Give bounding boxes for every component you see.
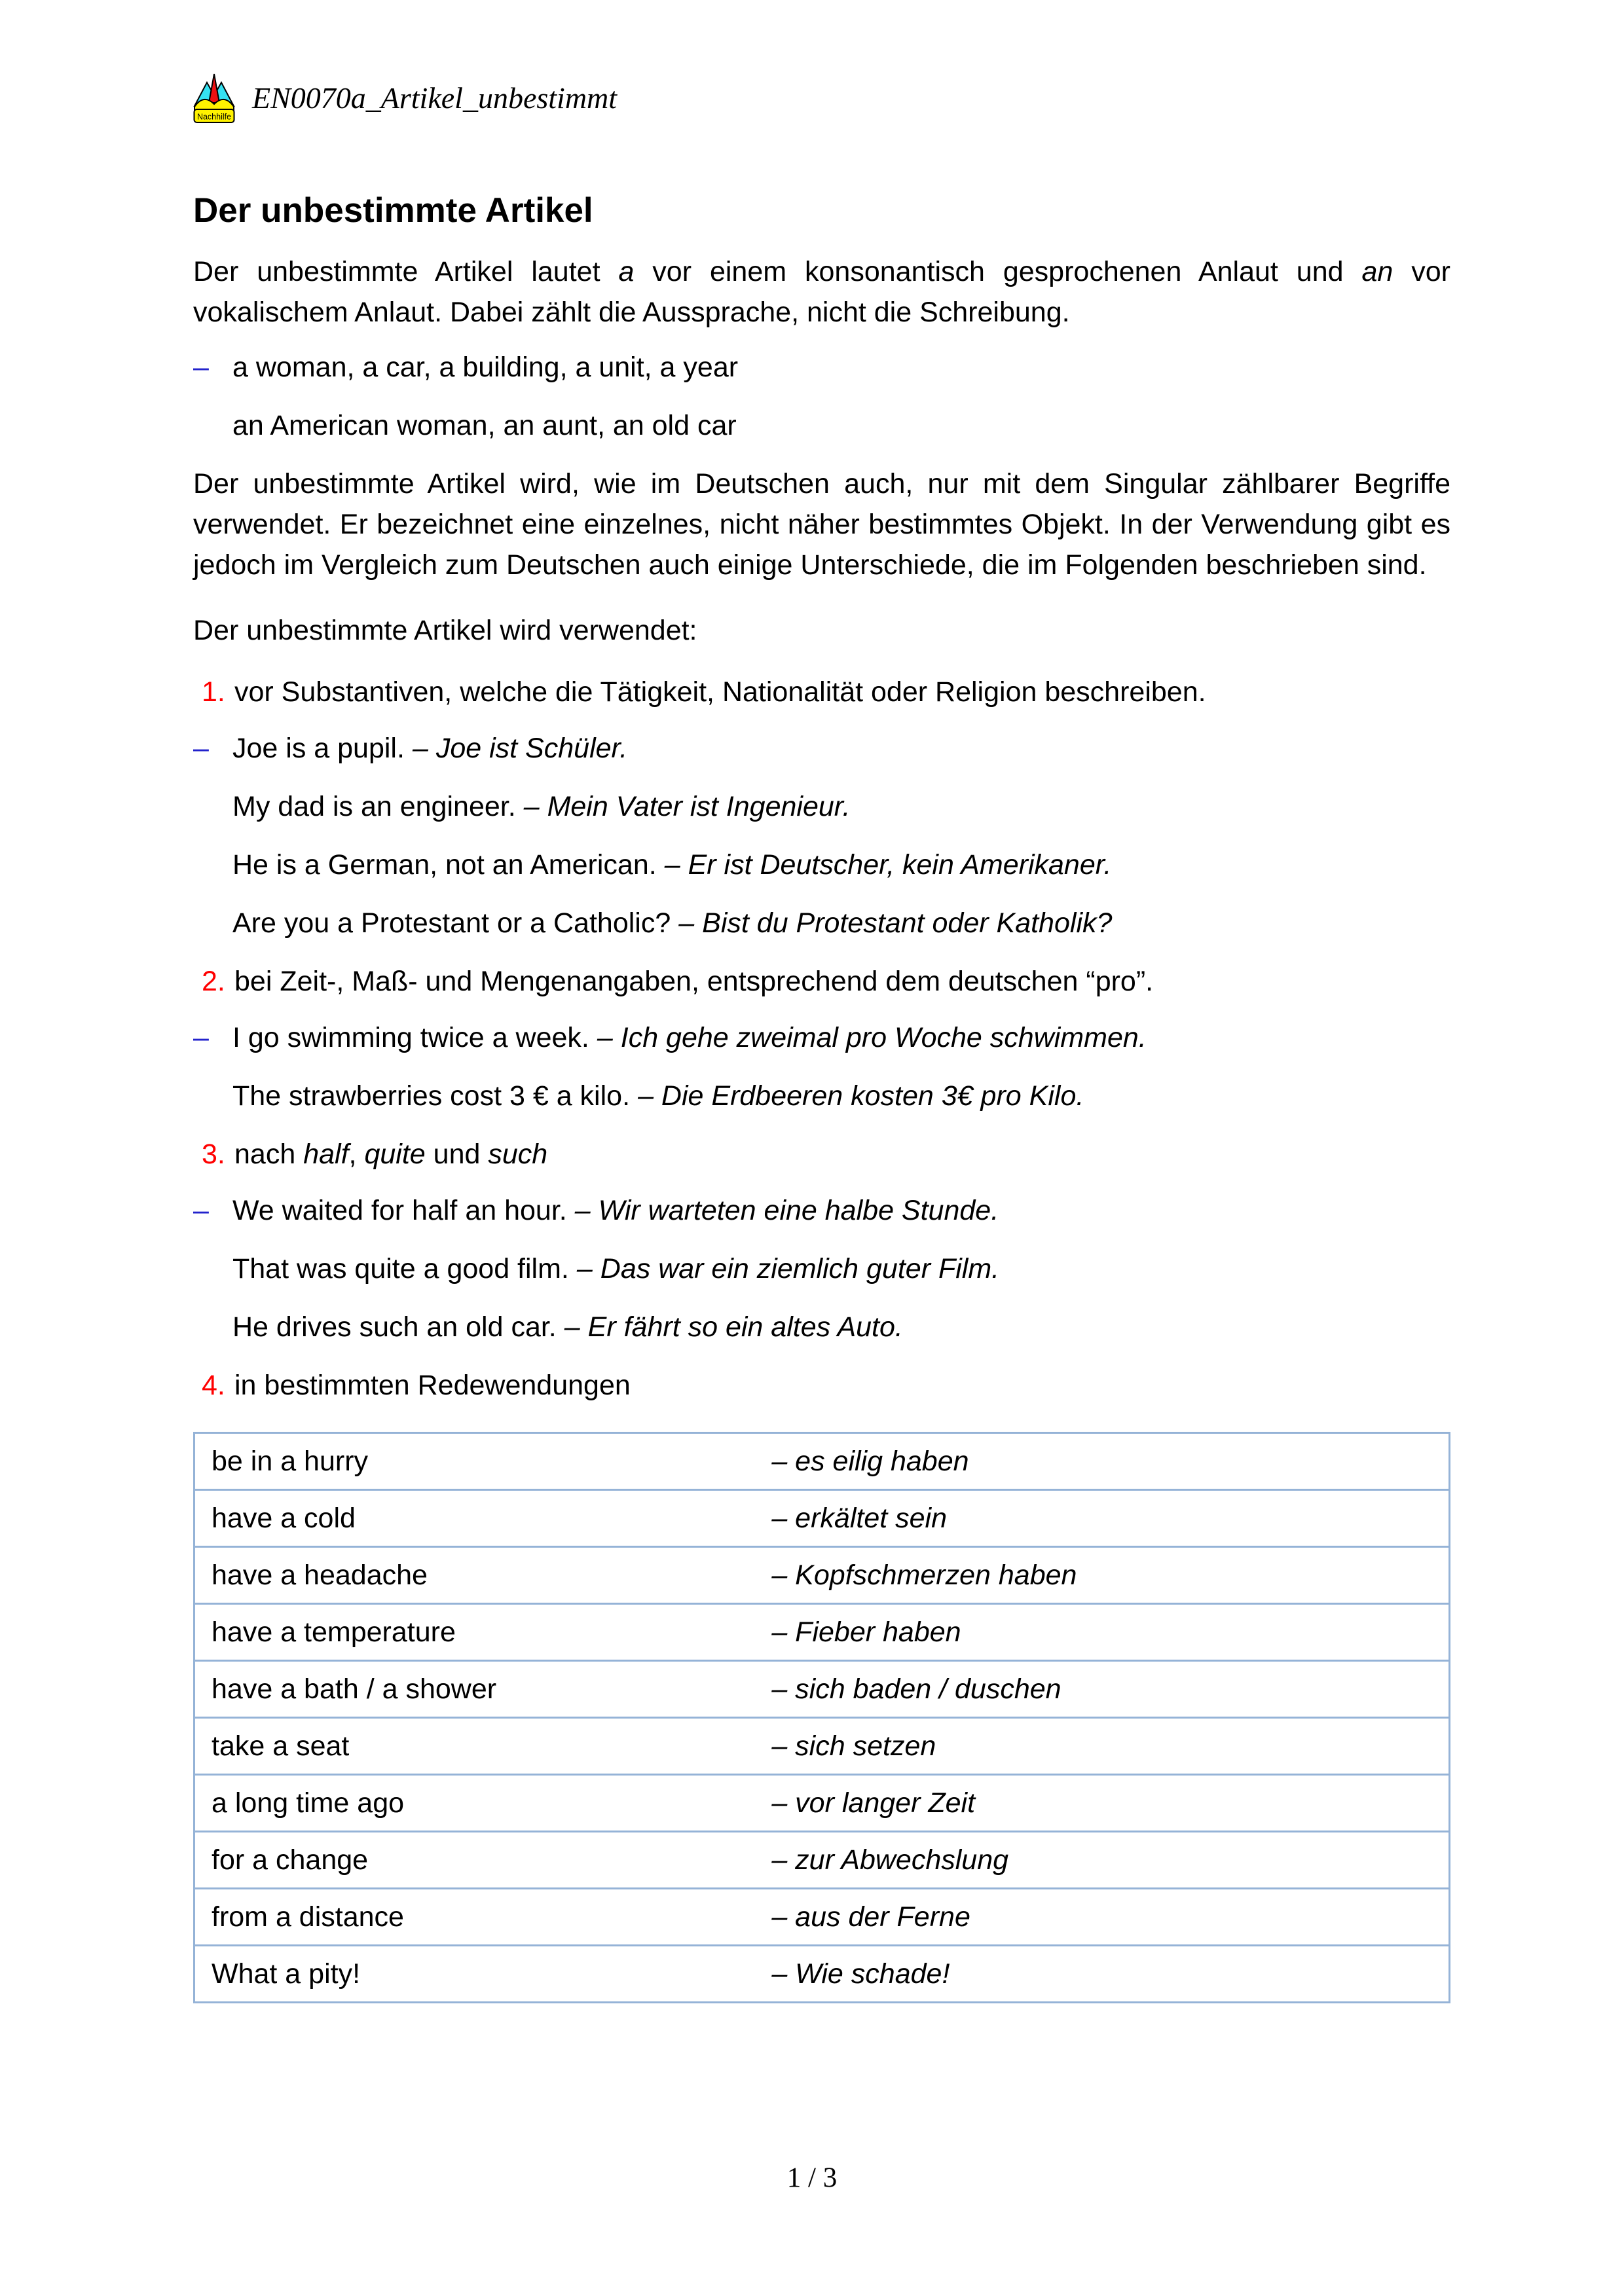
logo-label: Nachhilfe	[196, 112, 232, 122]
dash-bullet: –	[193, 1022, 209, 1053]
section-2-example-group	[193, 1017, 1450, 1116]
idiom-german: – erkältet sein	[771, 1490, 1449, 1547]
dash-bullet: –	[193, 733, 209, 764]
table-row	[194, 1775, 1450, 1832]
section-2-heading	[193, 961, 1450, 1002]
example-german: – Er fährt so ein altes Auto.	[564, 1311, 903, 1343]
table-row	[194, 1889, 1450, 1946]
section-number: 3.	[202, 1139, 225, 1170]
section-number: 2.	[202, 966, 225, 997]
idiom-english: What a pity!	[194, 1946, 772, 2003]
example-line	[193, 405, 1450, 446]
example-german: – Ich gehe zweimal pro Woche schwimmen.	[597, 1022, 1147, 1053]
example-english: That was quite a good film.	[232, 1253, 569, 1285]
idiom-german: – sich setzen	[771, 1718, 1449, 1775]
dash-bullet: –	[193, 352, 209, 383]
intro-paragraph-3: Der unbestimmte Artikel wird verwendet:	[193, 615, 697, 646]
example-line	[193, 1307, 1450, 1347]
idiom-german: – Kopfschmerzen haben	[771, 1547, 1449, 1604]
section-heading-text: in bestimmten Redewendungen	[234, 1370, 631, 1401]
example-line	[193, 1017, 1450, 1058]
idiom-english: take a seat	[194, 1718, 772, 1775]
text-segment-italic: an	[1361, 256, 1393, 287]
example-line	[193, 903, 1450, 943]
idiom-german: – vor langer Zeit	[771, 1775, 1449, 1832]
example-line	[193, 1190, 1450, 1231]
idiom-german: – Wie schade!	[771, 1946, 1449, 2003]
idiom-german: – aus der Ferne	[771, 1889, 1449, 1946]
page-title: Der unbestimmte Artikel	[193, 191, 593, 230]
example-german: – Er ist Deutscher, kein Amerikaner.	[664, 849, 1112, 881]
example-english: We waited for half an hour.	[232, 1195, 567, 1226]
section-heading-italic: such	[488, 1139, 548, 1170]
table-row	[194, 1433, 1450, 1490]
document-header	[193, 71, 1450, 124]
example-german: – Joe ist Schüler.	[412, 733, 628, 764]
idiom-english: a long time ago	[194, 1775, 772, 1832]
example-line	[193, 728, 1450, 769]
section-3-heading	[193, 1134, 1450, 1175]
example-german: – Die Erdbeeren kosten 3€ pro Kilo.	[638, 1080, 1084, 1112]
example-line	[193, 347, 1450, 388]
example-line	[193, 1248, 1450, 1289]
section-heading-text: und	[425, 1139, 489, 1170]
dash-bullet: –	[193, 1195, 209, 1226]
table-row	[194, 1661, 1450, 1718]
section-number: 4.	[202, 1370, 225, 1401]
example-english: I go swimming twice a week.	[232, 1022, 589, 1053]
section-3-example-group	[193, 1190, 1450, 1347]
example-english: He is a German, not an American.	[232, 849, 657, 881]
intro-paragraph-2: Der unbestimmte Artikel wird, wie im Deutschen auch, nur mit dem Singular zählbarer Begriffe verwendet. Er bezeichnet eine einzelnes, nicht näher bestimmtes Objekt. In der Verwendung gibt es jedoch im Vergleich zum Deutschen auch einige Unterschiede, die im Folgenden beschrieben sind.	[193, 468, 1450, 581]
table-row	[194, 1490, 1450, 1547]
idiom-german: – zur Abwechslung	[771, 1832, 1449, 1889]
section-heading-italic: half	[303, 1139, 349, 1170]
table-row	[194, 1946, 1450, 2003]
idiom-english: have a bath / a shower	[194, 1661, 772, 1718]
idiom-english: have a headache	[194, 1547, 772, 1604]
example-line	[193, 1076, 1450, 1116]
example-german: – Wir warteten eine halbe Stunde.	[574, 1195, 999, 1226]
idiom-english: for a change	[194, 1832, 772, 1889]
section-1-example-group	[193, 728, 1450, 943]
idiom-english: have a cold	[194, 1490, 772, 1547]
intro-example-group	[193, 347, 1450, 446]
table-row	[194, 1547, 1450, 1604]
section-heading-italic: quite	[364, 1139, 426, 1170]
idiom-german: – sich baden / duschen	[771, 1661, 1449, 1718]
table-row	[194, 1832, 1450, 1889]
text-segment: vor einem konsonantisch gesprochenen Anlaut und	[634, 256, 1362, 287]
section-heading-text: bei Zeit-, Maß- und Mengenangaben, entsprechend dem deutschen “pro”.	[234, 966, 1154, 997]
example-english: The strawberries cost 3 € a kilo.	[232, 1080, 631, 1112]
idiom-german: – Fieber haben	[771, 1604, 1449, 1661]
example-text: an American woman, an aunt, an old car	[232, 410, 737, 441]
example-german: – Mein Vater ist Ingenieur.	[523, 791, 851, 822]
example-english: He drives such an old car.	[232, 1311, 557, 1343]
example-line	[193, 845, 1450, 885]
section-heading-text: ,	[348, 1139, 365, 1170]
idiom-german: – es eilig haben	[771, 1445, 969, 1477]
idiom-english: from a distance	[194, 1889, 772, 1946]
section-4-heading	[193, 1365, 1450, 1406]
intro-paragraph-1	[193, 251, 1450, 333]
table-row	[194, 1604, 1450, 1661]
example-line	[193, 786, 1450, 827]
text-segment: Der unbestimmte Artikel lautet	[193, 256, 619, 287]
section-1-heading	[193, 672, 1450, 712]
text-segment-italic: a	[618, 256, 635, 287]
page-number: 1 / 3	[786, 2162, 838, 2193]
example-text: a woman, a car, a building, a unit, a year	[232, 352, 739, 383]
section-number: 1.	[202, 676, 225, 708]
idiom-english: be in a hurry	[212, 1445, 369, 1477]
table-row	[194, 1718, 1450, 1775]
text-segment: vor vokalischem Anlaut. Dabei zählt die Aussprache, nicht die Schreibung.	[193, 256, 1450, 328]
example-german: – Das war ein ziemlich guter Film.	[576, 1253, 1000, 1285]
section-heading-text: nach	[234, 1139, 304, 1170]
document-id: EN0070a_Artikel_unbestimmt	[252, 81, 618, 115]
idiom-english: have a temperature	[194, 1604, 772, 1661]
idioms-table	[193, 1432, 1450, 2003]
section-heading-text: vor Substantiven, welche die Tätigkeit, Nationalität oder Religion beschreiben.	[234, 676, 1206, 708]
example-german: – Bist du Protestant oder Katholik?	[678, 907, 1113, 939]
example-english: Are you a Protestant or a Catholic?	[232, 907, 671, 939]
example-english: Joe is a pupil.	[232, 733, 405, 764]
nachhilfe-logo	[193, 71, 235, 124]
example-english: My dad is an engineer.	[232, 791, 516, 822]
